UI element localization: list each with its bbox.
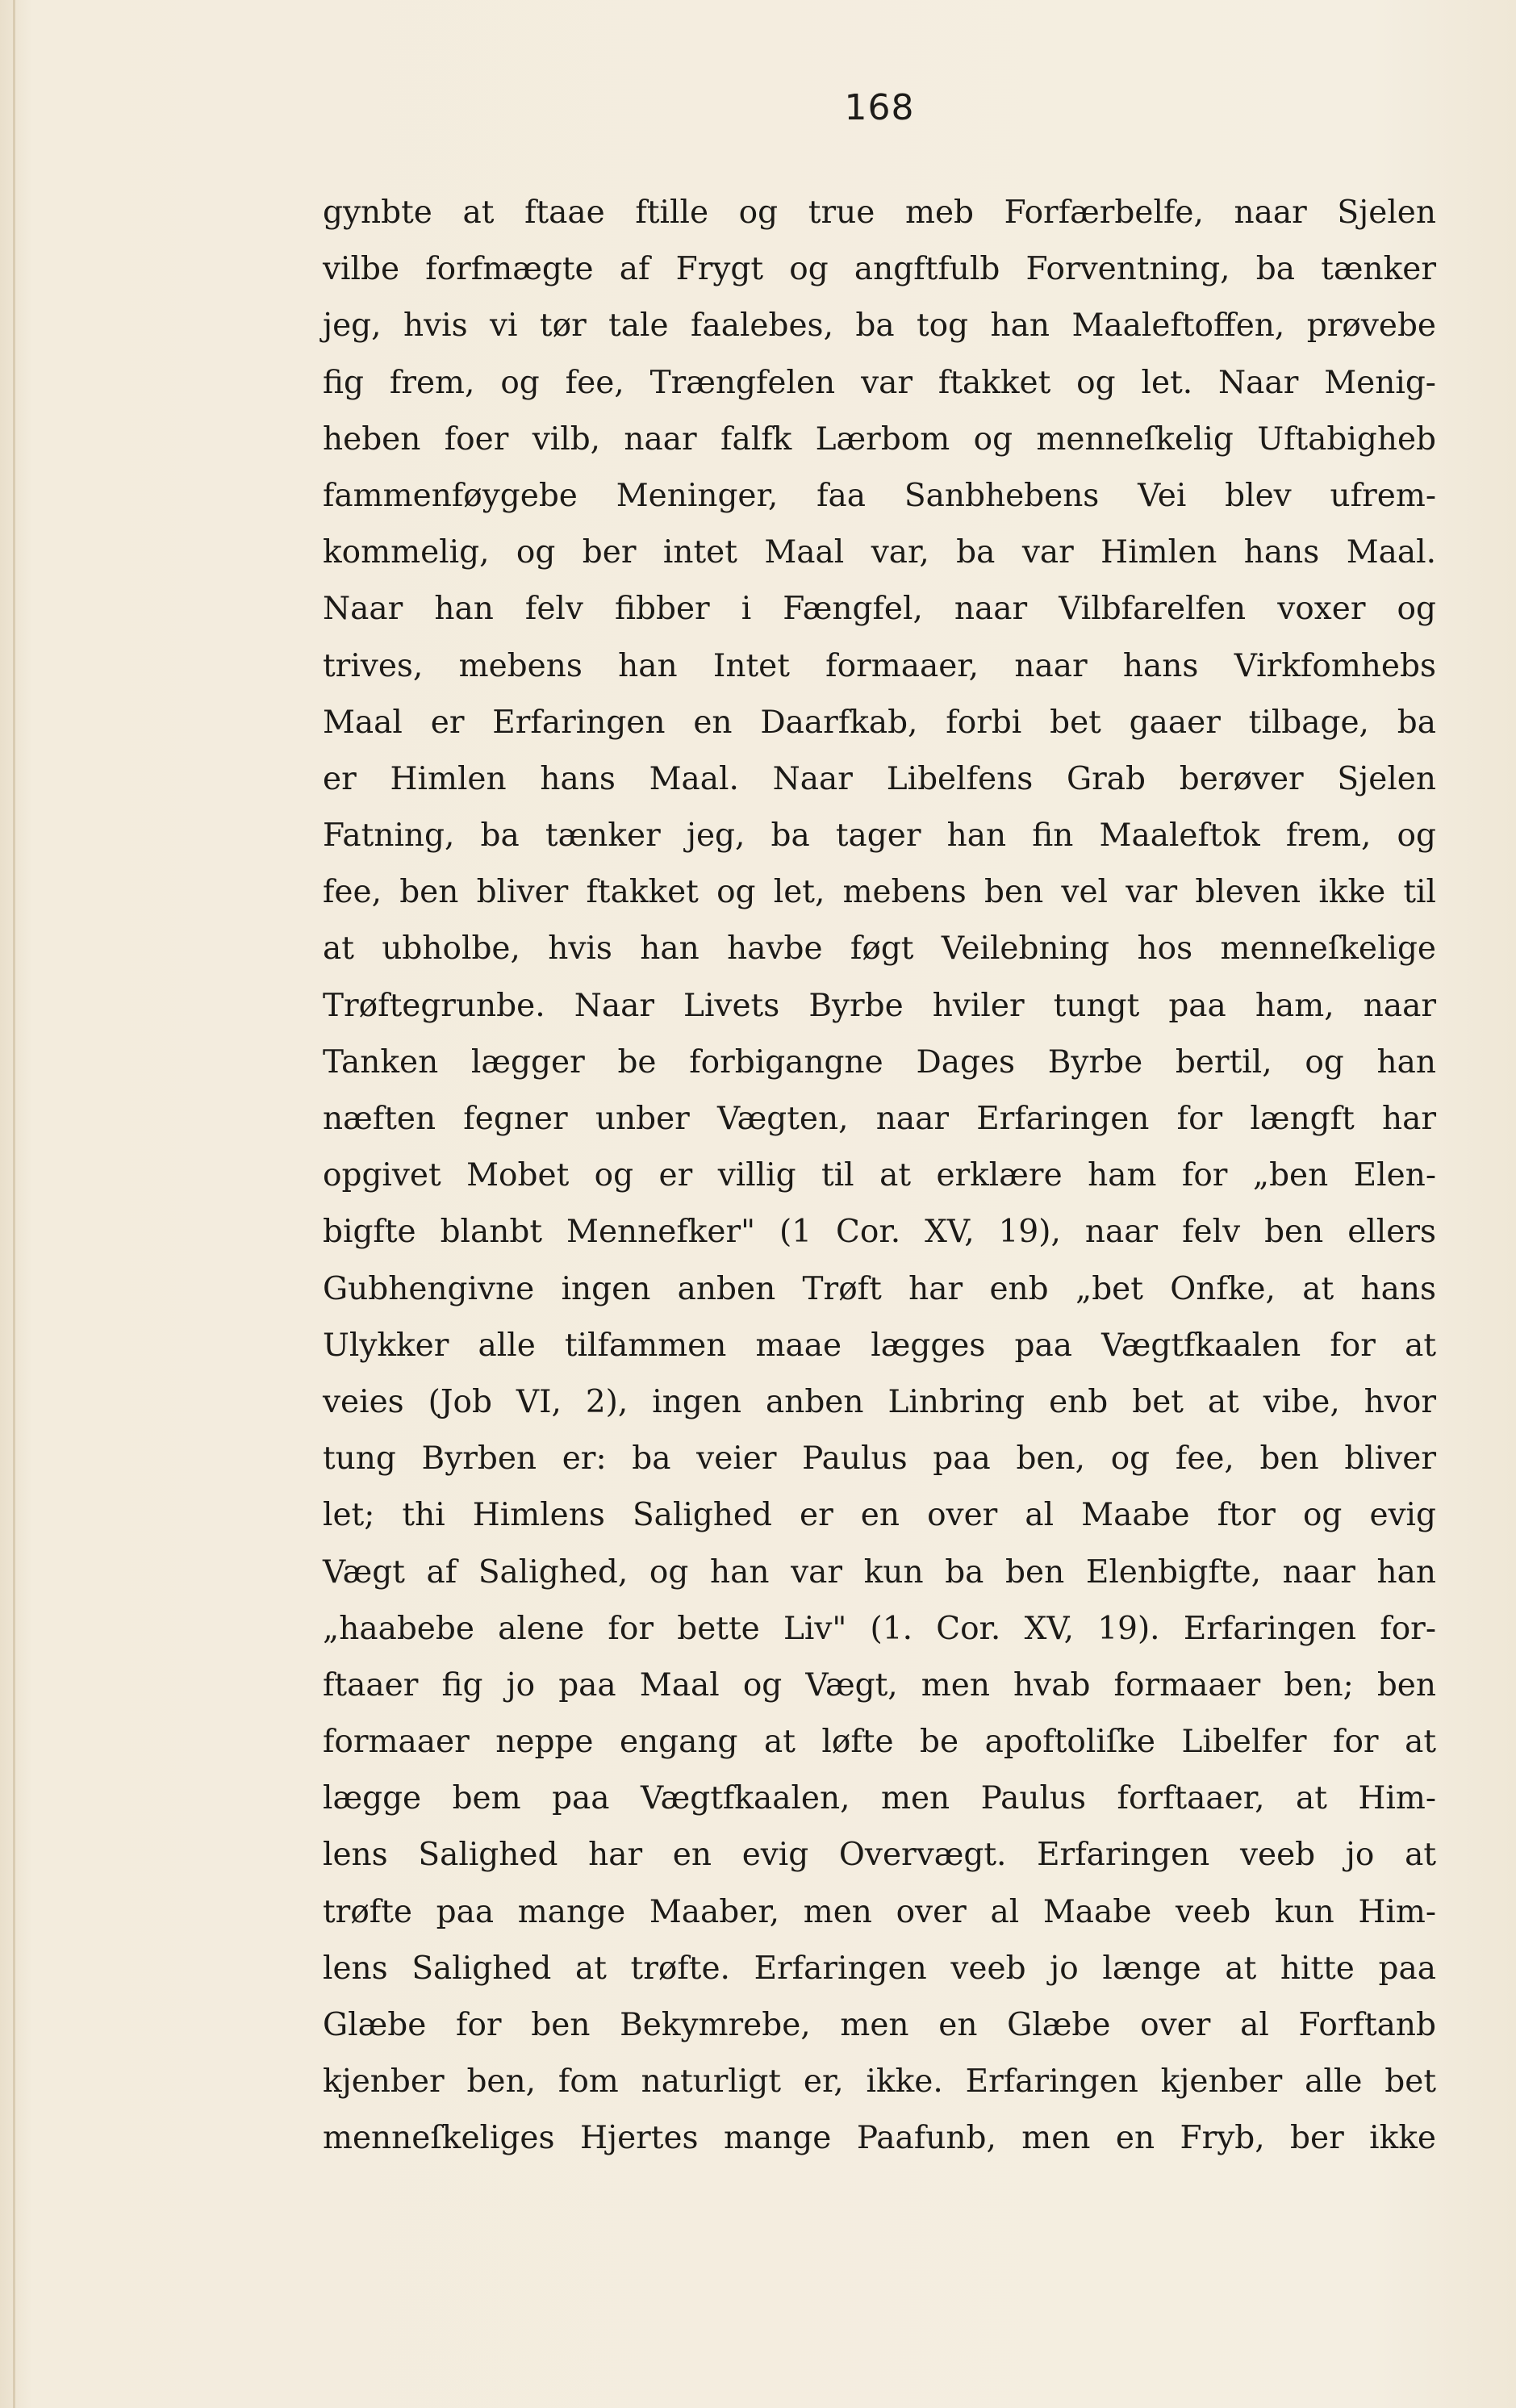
text-line: Gubhengivne ingen anben Trøft har enb „bet Onfke, at hans	[323, 1270, 1436, 1307]
text-line: fig frem, og fee, Trængfelen var ftakket og let. Naar Menig-	[323, 364, 1436, 401]
text-line: lens Salighed har en evig Overvægt. Erfaringen veeb jo at	[323, 1837, 1436, 1874]
text-line: kjenber ben, fom naturligt er, ikke. Erfaringen kjenber alle bet	[323, 2063, 1436, 2101]
page-number: 168	[844, 87, 915, 128]
text-line: fammenføygebe Meninger, faa Sanbhebens Vei blev ufrem-	[323, 477, 1436, 514]
body-text	[323, 185, 1436, 2168]
text-line: heben foer vilb, naar falfk Lærbom og menneſkelig Uftabigheb	[323, 420, 1436, 458]
text-line: tung Byrben er: ba veier Paulus paa ben, og fee, ben bliver	[323, 1440, 1436, 1478]
text-line: vilbe forfmægte af Frygt og angftfulb Forventning, ba tænker	[323, 251, 1436, 288]
text-line: næften fegner unber Vægten, naar Erfaringen for længft har	[323, 1101, 1436, 1137]
text-line: Fatning, ba tænker jeg, ba tager han fin Maaleftok frem, og	[323, 817, 1436, 855]
text-line: bigfte blanbt Mennefker" (1 Cor. XV, 19), naar felv ben ellers	[323, 1214, 1436, 1251]
text-line: fee, ben bliver ftakket og let, mebens ben vel var bleven ikke til	[323, 874, 1436, 911]
text-line: menneſkeliges Hjertes mange Paafunb, men en Fryb, ber ikke	[323, 2120, 1436, 2157]
text-line: Glæbe for ben Bekymrebe, men en Glæbe over al Forftanb	[323, 2007, 1436, 2043]
text-line: „haabebe alene for bette Liv" (1. Cor. XV, 19). Erfaringen for-	[323, 1610, 1436, 1647]
text-line: ftaaer fig jo paa Maal og Vægt, men hvab formaaer ben; ben	[323, 1666, 1436, 1704]
text-line: formaaer neppe engang at løfte be apoftoliſke Libelfer for at	[323, 1724, 1436, 1761]
text-line: kommelig, og ber intet Maal var, ba var Himlen hans Maal.	[323, 534, 1436, 571]
text-line: veies (Job VI, 2), ingen anben Linbring enb bet at vibe, hvor	[323, 1383, 1436, 1420]
text-line: Ulykker alle tilfammen maae lægges paa Vægtfkaalen for at	[323, 1327, 1436, 1364]
text-line: Naar han felv fibber i Fængfel, naar Vilbfarelfen voxer og	[323, 591, 1436, 628]
text-line: Maal er Erfaringen en Daarfkab, forbi bet gaaer tilbage, ba	[323, 704, 1436, 741]
page-spine-edge	[13, 0, 15, 2408]
text-line: Trøftegrunbe. Naar Livets Byrbe hviler tungt paa ham, naar	[323, 987, 1436, 1024]
text-line: trives, mebens han Intet formaaer, naar hans Virkfomhebs	[323, 647, 1436, 684]
text-line: lens Salighed at trøfte. Erfaringen veeb jo længe at hitte paa	[323, 1950, 1436, 1987]
text-line: gynbte at ftaae ftille og true meb Forfærbelfe, naar Sjelen	[323, 194, 1436, 231]
text-line: opgivet Mobet og er villig til at erklære ham for „ben Elen-	[323, 1157, 1436, 1194]
text-line: er Himlen hans Maal. Naar Libelfens Grab berøver Sjelen	[323, 760, 1436, 797]
text-line: jeg, hvis vi tør tale faalebes, ba tog han Maaleftoffen, prøvebe	[323, 307, 1436, 345]
text-line: trøfte paa mange Maaber, men over al Maabe veeb kun Him-	[323, 1893, 1436, 1930]
text-line: let; thi Himlens Salighed er en over al Maabe ftor og evig	[323, 1497, 1436, 1534]
text-line: at ubholbe, hvis han havbe føgt Veilebning hos menneſkelige	[323, 930, 1436, 968]
text-line: Tanken lægger be forbigangne Dages Byrbe bertil, og han	[323, 1043, 1436, 1081]
text-line: Vægt af Salighed, og han var kun ba ben Elenbigfte, naar han	[323, 1553, 1436, 1591]
text-line: lægge bem paa Vægtfkaalen, men Paulus forftaaer, at Him-	[323, 1780, 1436, 1817]
